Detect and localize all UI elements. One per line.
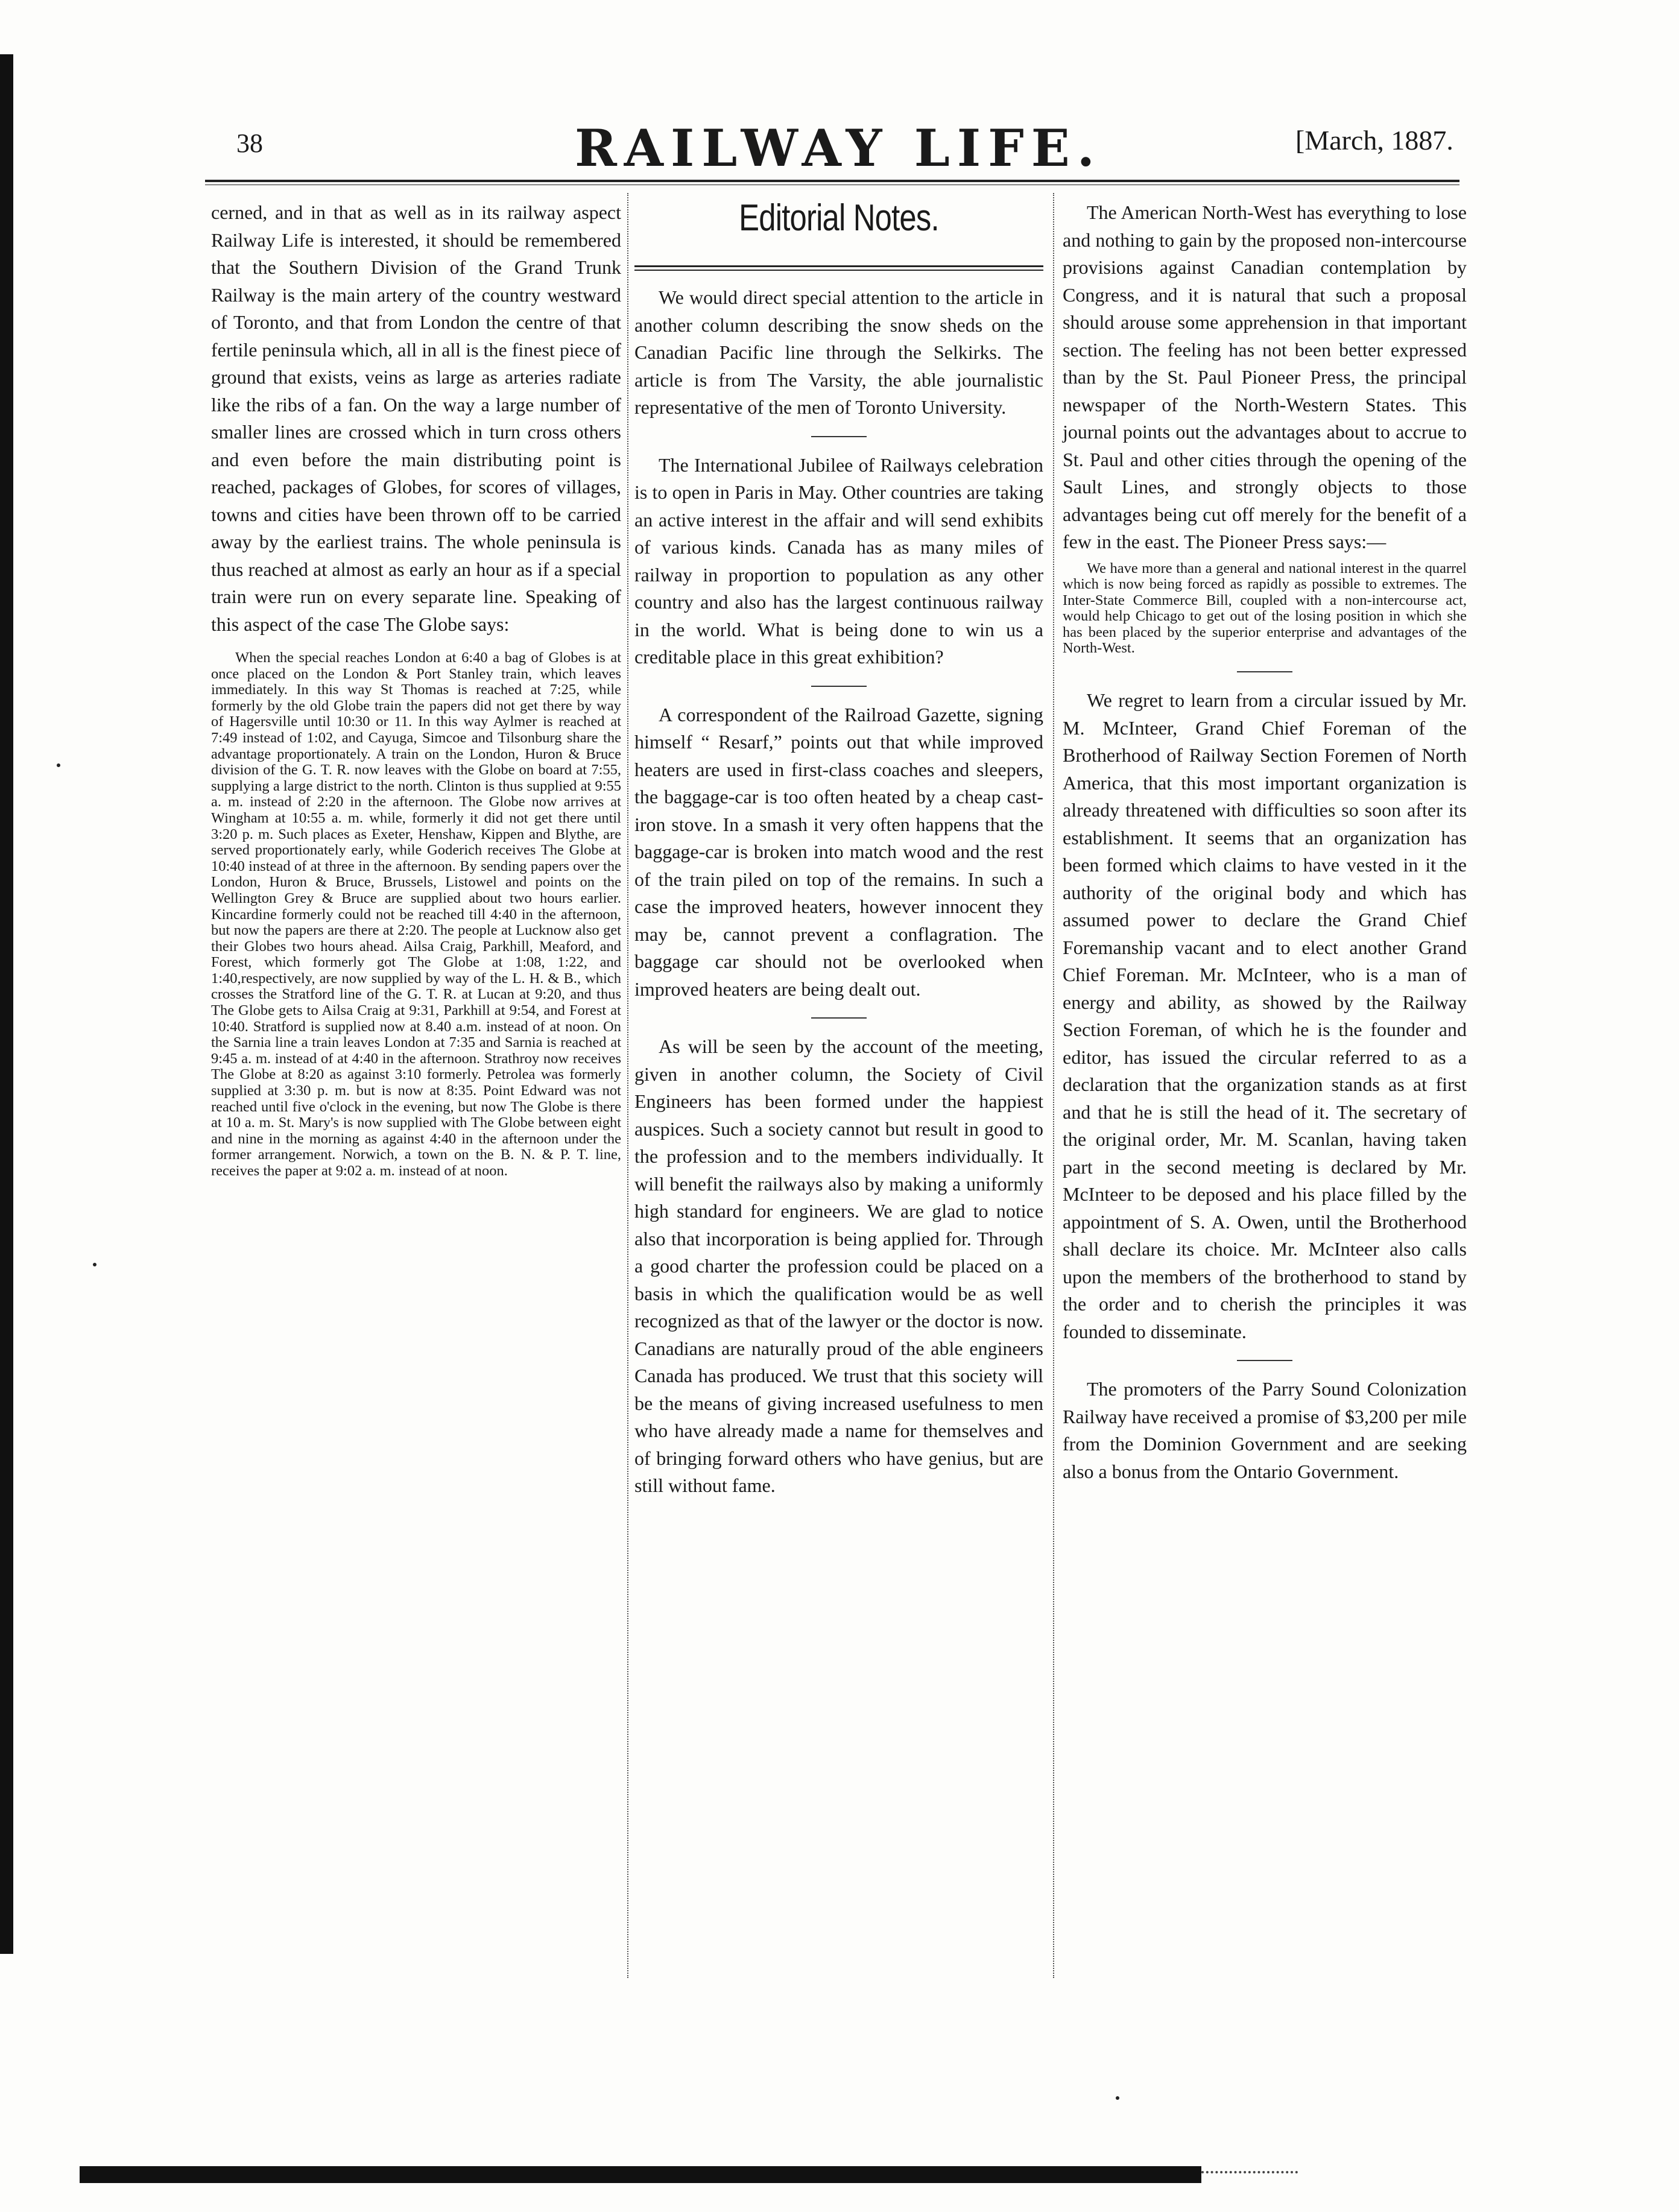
pioneer-press-quote: We have more than a general and national interest in the quarrel which is now being forced as rapidly as possible to extremes. The Inter-State Commerce Bill, coupled with a non-intercourse act, would help Chicago to get out of the losing position in which she has been placed by the superior enterprise and advantages of the North-West. (1063, 560, 1467, 657)
column-rule (627, 193, 628, 1978)
binding-edge (0, 54, 13, 1954)
bottom-binding-bar (80, 2166, 1201, 2183)
note-separator (811, 1017, 867, 1019)
column-middle (634, 199, 1043, 1500)
print-speck (93, 1263, 96, 1266)
note-north-west: The American North-West has everything to lose and nothing to gain by the proposed non-intercourse provisions against Canadian contemplation by Congress, and it is natural that such a proposal should arouse some apprehension in that important section. The feeling has not been better expressed than by the St. Paul Pioneer Press, the principal newspaper of the North-Western States. This journal points out the advantages about to accrue to St. Paul and other cities through the opening of the Sault Lines, and strongly objects to those advantages being cut off merely for the benefit of a few in the east. The Pioneer Press says:— (1063, 201, 1467, 552)
heading-rule (634, 265, 1043, 271)
column-right (1063, 199, 1467, 1485)
note-jubilee: The International Jubilee of Railways celebration is to open in Paris in May. Other countries are taking an active interest in the affair and will send exhibits of various kinds. Canada has as many miles of railway in proportion to population as any other country and also has the largest continuous railway in the world. What is being done to win us a creditable place in this great exhibition? (634, 453, 1043, 668)
note-parry-sound: The promoters of the Parry Sound Colonization Railway have received a promise of $3,200 per mile from the Dominion Government and are seeking also a bonus from the Ontario Government. (1063, 1378, 1467, 1482)
note-snow-sheds: We would direct special attention to the article in another column describing the snow sheds on the Canadian Pacific line through the Selkirks. The article is from The Varsity, the able journalistic representative of the men of Toronto University. (634, 286, 1043, 418)
note-separator (811, 686, 867, 687)
globe-quote: When the special reaches London at 6:40 a bag of Globes is at once placed on the London & Port Stanley train, which leaves immediately. In this way St Thomas is reached at 7:25, while formerly by the old Globe train the papers did not get there by way of Hagersville until 10:30 or 11. In this way Aylmer is reached at 7:49 instead of 1:02, and Cayuga, Simcoe and Tilsonburg share the advantage proportionately. A train on the London, Huron & Bruce division of the G. T. R. now leaves with the Globe on board at 7:55, supplying a large district to the north. Clinton is thus supplied at 9:55 a. m. instead of 2:20 in the afternoon. The Globe now arrives at Wingham at 10:55 a. m. while, formerly it did not get there until 3:20 p. m. Such places as Exeter, Henshaw, Kippen and Blythe, are served proportionately early, while Goderich receives The Globe at 10:40 instead of at three in the afternoon. By sending papers over the London, Huron & Bruce, Brussels, Listowel and points on the Wellington Grey & Bruce are supplied about two hours earlier. Kincardine formerly could not be reached till 4:40 in the afternoon, but now the papers are there at 2:20. The people at Lucknow also get their Globes two hours ahead. Ailsa Craig, Parkhill, Meaford, and Forest, which formerly got The Globe at 1:08, 1:22, and 1:40,respectively, are now supplied by way of the L. H. & B., which crosses the Stratford line of the G. T. R. at Lucan at 9:20, and thus The Globe gets to Ailsa Craig at 9:31, Parkhill at 9:54, and Forest at 10:40. Stratford is supplied now at 8.40 a.m. instead of at noon. On the Sarnia line a train leaves London at 7:35 and Sarnia is reached at 9:45 a. m. instead of at 4:40 in the afternoon. Strathroy now receives The Globe at 8:20 as against 3:10 formerly. Petrolea was formerly supplied at 3:30 p. m. but is now at 8:35. Point Edward was not reached until five o'clock in the evening, but now The Globe is there at 10 a. m. St. Mary's is now supplied with The Globe between eight and nine in the morning as against 4:40 in the afternoon under the former arrangement. Norwich, a town on the B. N. & P. T. line, receives the paper at 9:02 a. m. instead of at noon. (211, 649, 621, 1179)
column-left (211, 199, 621, 1180)
note-separator (1237, 1360, 1292, 1361)
header-rule (205, 180, 1459, 185)
note-engineers: As will be seen by the account of the meeting, given in another column, the Society of Civil Engineers has been formed under the happiest auspices. Such a society cannot but result in good to the profession and to the members individually. It will benefit the railways also by making a uniformly high standard for engineers. We are glad to notice also that incorporation is being applied for. Through a good charter the profession could be placed on a basis in which the qualification would be as well recognized as that of the lawyer or the doctor is now. Canadians are naturally proud of the able engineers Canada has produced. We trust that this society will be the means of giving increased usefulness to men who have already made a name for themselves and of bringing forward others who have genius, but are still without fame. (634, 1035, 1043, 1496)
print-speck (1116, 2096, 1119, 2100)
bottom-dotted-edge (1201, 2171, 1298, 2173)
issue-date: [March, 1887. (1295, 125, 1453, 156)
article-continuation: cerned, and in that as well as in its railway aspect Railway Life is interested, it should be remembered that the Southern Division of the Grand Trunk Railway is the main artery of the country westward of Toronto, and that from London the centre of that fertile peninsula which, all in all is the finest piece of ground that exists, veins as large as arteries radiate like the ribs of a fan. On the way a large number of smaller lines are crossed which in turn cross others and even before the main distributing point is reached, packages of Globes, for scores of villages, towns and cities have been thrown off to be carried away by the earliest trains. The whole peninsula is thus reached at almost as early an hour as if a special train were run on every separate line. Speaking of this aspect of the case The Globe says: (211, 201, 621, 635)
note-brotherhood: We regret to learn from a circular issued by Mr. M. McInteer, Grand Chief Foreman of the Brotherhood of Railway Section Foremen of North America, that this most important organization is already threatened with difficulties so soon after its establishment. It seems that an organization has been formed which claims to have vested in it the authority of the original body and which has assumed power to declare the Grand Chief Foremanship vacant and to elect another Grand Chief Foreman. Mr. McInteer, who is a man of energy and ability, as showed by the Railway Section Foreman, of which he is the founder and editor, has issued the circular referred to as a declaration that the organization stands as at first and that he is still the head of it. The secretary of the original order, Mr. M. Scanlan, having taken part in the second meeting is declared by Mr. McInteer to be deposed and his place filled by the appointment of S. A. Owen, until the Brotherhood shall declare its choice. Mr. McInteer also calls upon the members of the brotherhood to stand by the order and to cherish the principles it was founded to disseminate. (1063, 689, 1467, 1342)
column-rule (1053, 193, 1054, 1978)
note-separator (1237, 671, 1292, 672)
masthead-title: RAILWAY LIFE. (574, 118, 1102, 178)
page-number: 38 (236, 128, 263, 158)
note-separator (811, 436, 867, 437)
section-heading: Editorial Notes. (739, 197, 939, 239)
note-heaters: A correspondent of the Railroad Gazette, signing himself “ Resarf,” points out that while improved heaters are used in first-class coaches and sleepers, the baggage-car is too often heated by a cheap cast-iron stove. In a smash it very often happens that the baggage-car is broken into match wood and the rest of the train piled on top of the remains. In such a case the improved heaters, however innocent they may be, cannot prevent a conflagration. The baggage car should not be overlooked when improved heaters are being dealt out. (634, 703, 1043, 1000)
print-speck (57, 763, 60, 767)
